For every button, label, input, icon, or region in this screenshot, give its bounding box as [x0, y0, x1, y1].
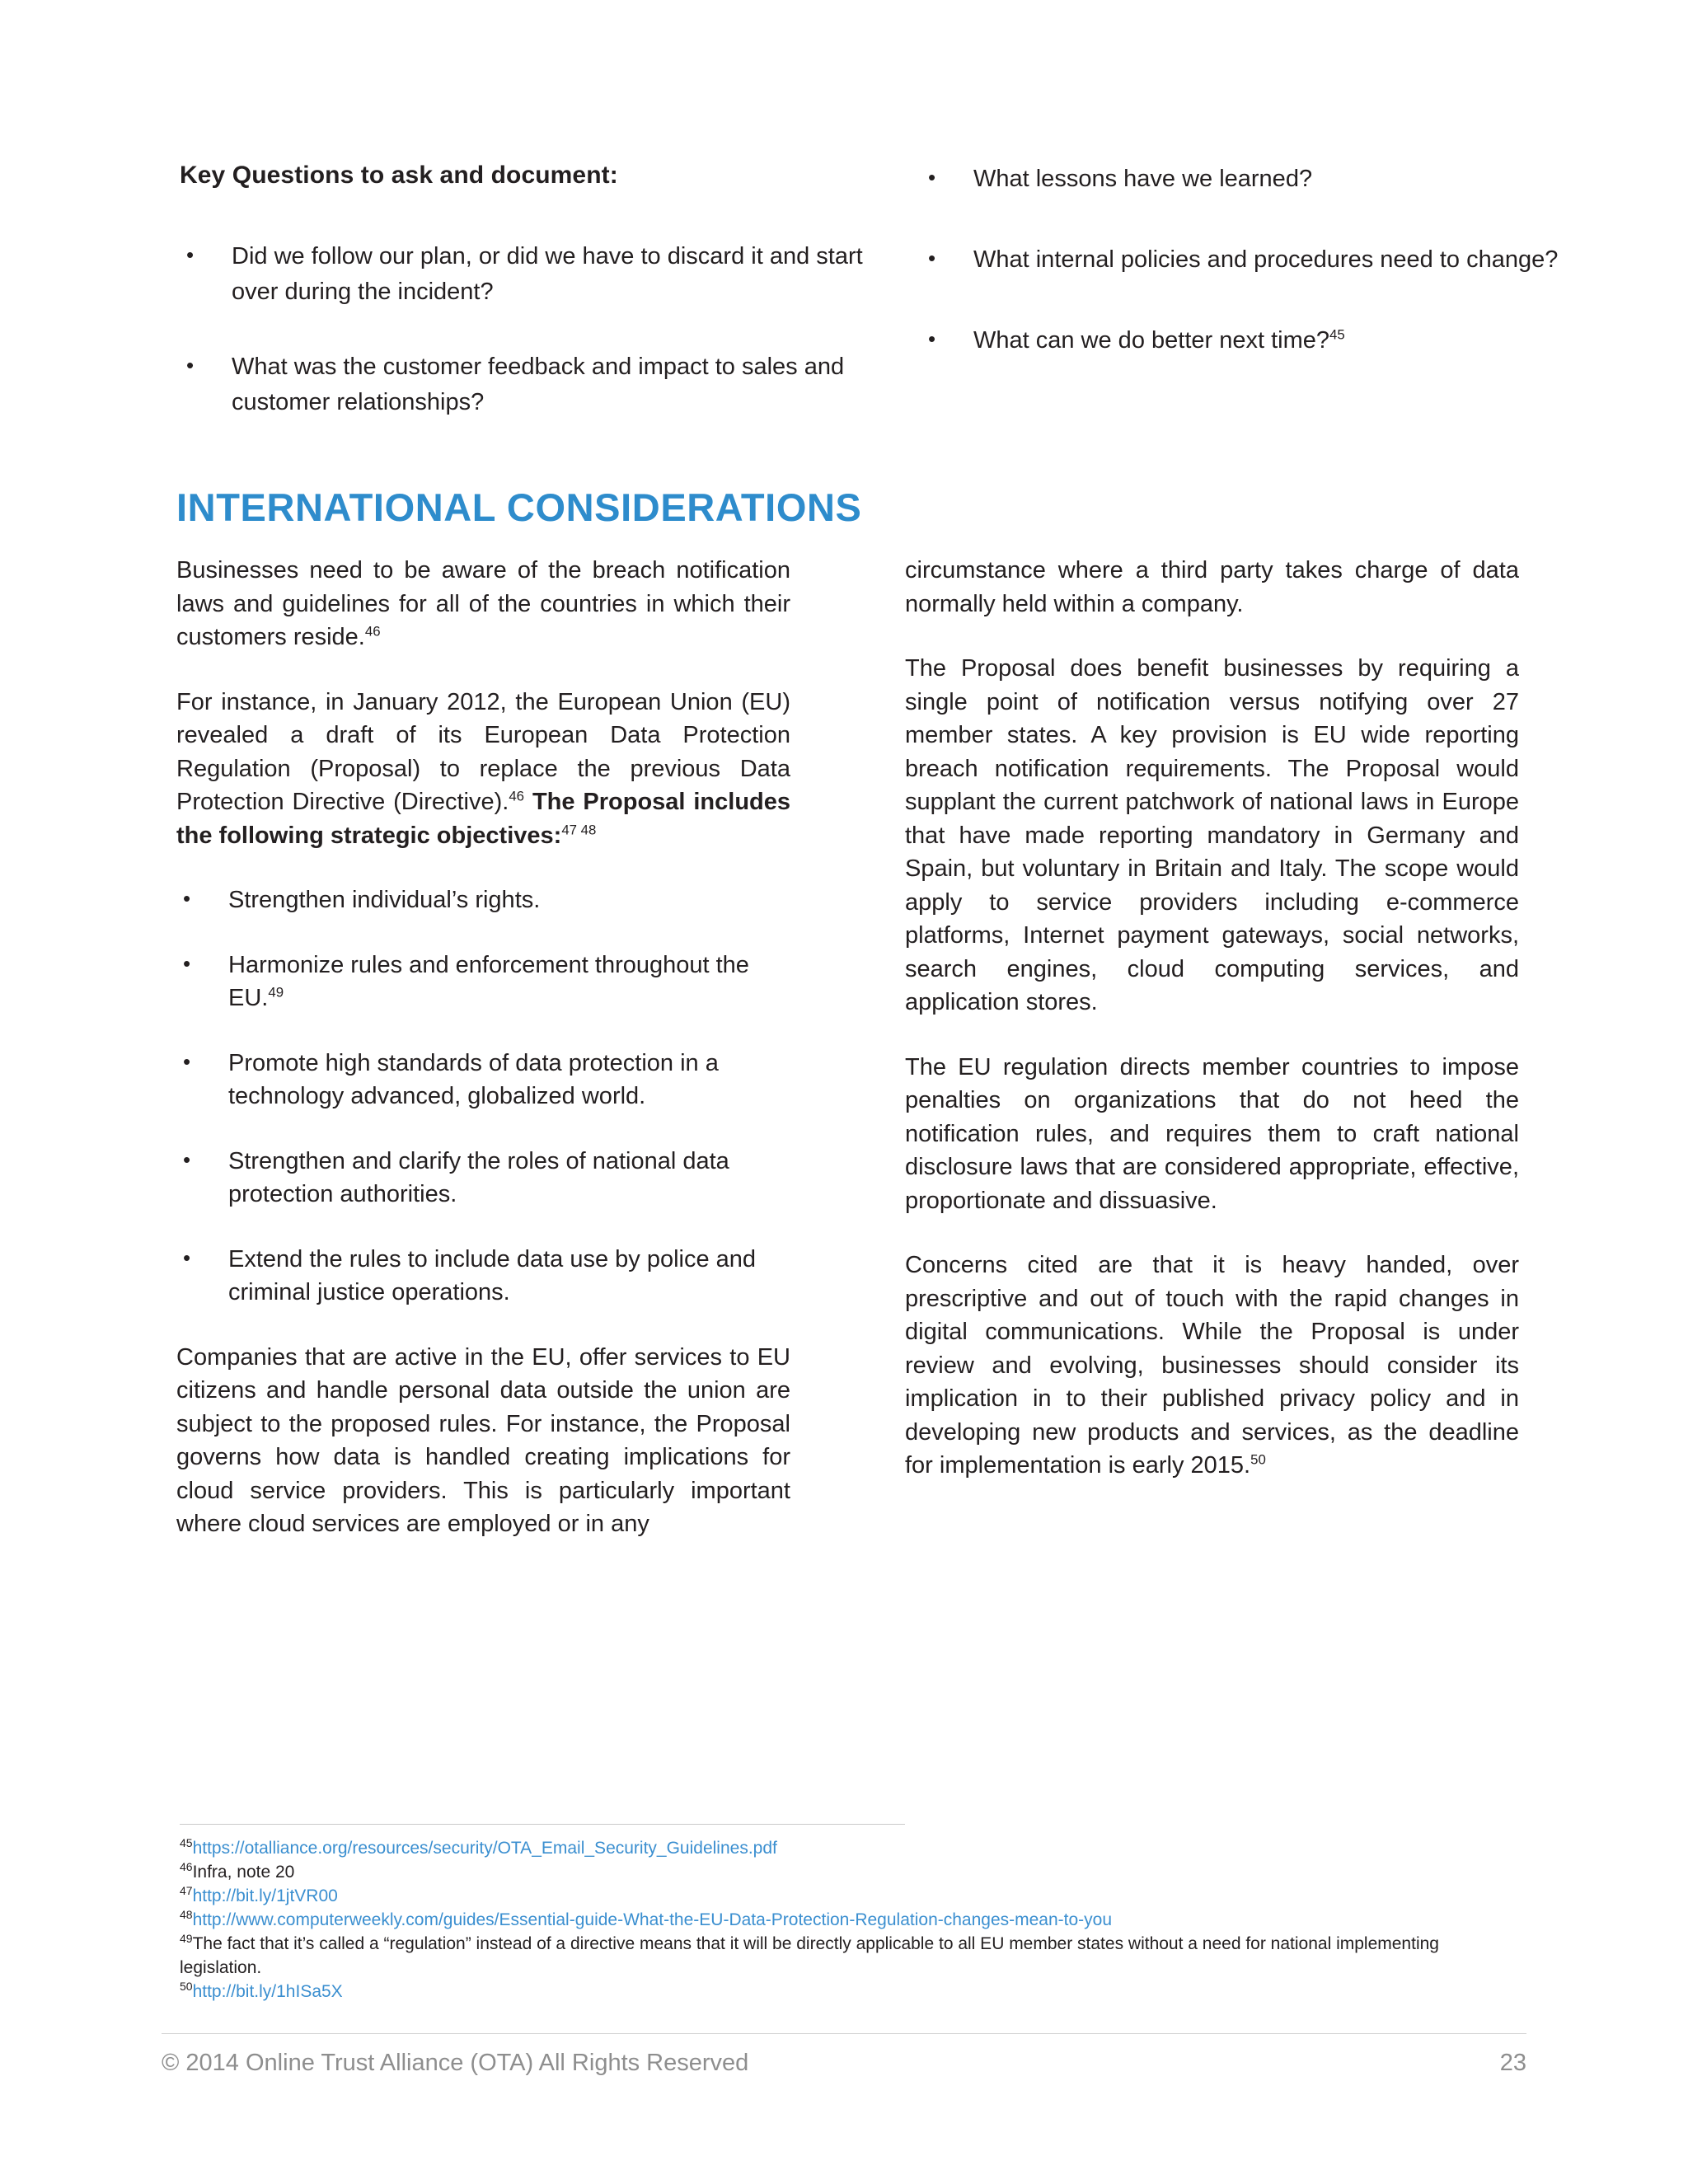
key-questions-left-column: [180, 162, 901, 420]
key-questions-title: Key Questions to ask and document:: [180, 162, 618, 189]
footnote-text: Infra, note 20: [192, 1863, 295, 1882]
paragraph: [905, 1249, 1519, 1483]
list-item: [176, 1047, 790, 1113]
footnote-item: [180, 1860, 1507, 1884]
footer-divider: [162, 2033, 1526, 2034]
list-item-text: Extend the rules to include data use by police and criminal justice operations.: [228, 1245, 757, 1305]
paragraph-text: Concerns cited are that it is heavy handed, over prescriptive and out of touch with the rapid changes in digital communications. While the Proposal is under review and evolving, businesses should consider its implication in to their published privacy policy and in developing new products and services, as the deadline for implementation is early 2015.: [905, 1252, 1519, 1479]
list-item-text: Promote high standards of data protection in a technology advanced, globalized world.: [228, 1049, 719, 1109]
footnote-ref: 46: [364, 623, 381, 640]
paragraph: The Proposal does benefit businesses by requiring a single point of notification versus notifying over 27 member states. A key provision is EU wide reporting breach notification requirements. The Proposal would supplant the current patchwork of national laws in Europe that have made reporting mandatory in Germany and Spain, but voluntary in Britain and Italy. The scope would apply to service providers including e-commerce platforms, Internet payment gateways, social networks, search engines, cloud computing services, and application stores.: [905, 655, 1519, 1015]
list-item: [176, 883, 790, 917]
paragraph-text: For instance, in January 2012, the European Union (EU) revealed a draft of its European Data Protection Regulation (Proposal) to replace the previous Data Protection Directive (Directive).: [176, 688, 790, 815]
footnote-number: 48: [180, 1908, 193, 1921]
footnote-item: [180, 1980, 1507, 2004]
list-item: [921, 242, 1573, 278]
copyright-text: © 2014 Online Trust Alliance (OTA) All Rights Reserved: [162, 2050, 749, 2076]
footnote-number: 46: [180, 1860, 193, 1873]
list-item: [176, 949, 790, 1015]
list-item-text: Strengthen individual’s rights.: [228, 887, 541, 913]
footnote-ref: 47 48: [561, 821, 597, 837]
footnote-number: 49: [180, 1932, 193, 1945]
paragraph: [176, 554, 790, 654]
paragraph: Companies that are active in the EU, offer services to EU citizens and handle personal data outside the union are subject to the proposed rules. For instance, the Proposal governs how data is handled creating implications for cloud service providers. This is particularly important where cloud services are employed or in any: [176, 1343, 790, 1537]
list-item-text: What internal policies and procedures need to change?: [973, 246, 1559, 273]
footnote-text: The fact that it’s called a “regulation” instead of a directive means that it will be directly applicable to all EU member states without a need for national implementing legislation.: [180, 1934, 1439, 1977]
list-item: • Did we follow our plan, or did we have to discard it and start over during the incident?: [180, 239, 901, 310]
paragraph: circumstance where a third party takes charge of data normally held within a company.: [905, 557, 1519, 617]
list-item-text: Harmonize rules and enforcement throughout the EU.: [228, 951, 749, 1011]
list-item-text: What can we do better next time?: [973, 327, 1329, 354]
footnote-link[interactable]: http://bit.ly/1hISa5X: [192, 1982, 343, 2001]
paragraph: [176, 686, 790, 853]
footnote-ref: 49: [268, 984, 284, 1001]
list-item-text: What lessons have we learned?: [973, 166, 1313, 192]
footnote-ref: 46: [509, 788, 525, 804]
footnote-item: [180, 1932, 1507, 1980]
footnote-ref: 50: [1250, 1451, 1266, 1468]
page-title: INTERNATIONAL CONSIDERATIONS: [176, 485, 862, 529]
left-column: [176, 554, 790, 1541]
key-questions-right-list: [921, 162, 1573, 359]
list-item: [176, 1243, 790, 1310]
page-number: 23: [1499, 2050, 1526, 2076]
footnote-item: [180, 1908, 1507, 1932]
body-columns: [0, 554, 1688, 1541]
footnotes-section: [180, 1836, 1507, 2004]
footnote-number: 50: [180, 1980, 193, 1993]
list-item: [176, 1145, 790, 1212]
footnote-link[interactable]: http://bit.ly/1jtVR00: [192, 1886, 338, 1905]
page-footer: [162, 2050, 1526, 2077]
paragraph: The EU regulation directs member countries to impose penalties on organizations that do not heed the notification rules, and requires them to craft national disclosure laws that are considered appropriate, effective, proportionate and dissuasive.: [905, 1053, 1519, 1214]
list-item: [921, 162, 1573, 197]
objectives-list: [176, 883, 790, 1310]
footnote-divider: [180, 1824, 905, 1825]
list-item: [921, 323, 1573, 359]
footnote-link[interactable]: http://www.computerweekly.com/guides/Essential-guide-What-the-EU-Data-Protection-Regulation-changes-mean-to-you: [192, 1910, 1113, 1929]
right-column: [905, 554, 1519, 1541]
footnote-item: [180, 1836, 1507, 1860]
footnote-number: 47: [180, 1884, 193, 1897]
list-item-text: Strengthen and clarify the roles of national data protection authorities.: [228, 1147, 729, 1207]
paragraph-bold-text: The Proposal includes the following strategic objectives:: [176, 789, 791, 849]
footnote-number: 45: [180, 1836, 193, 1849]
footnote-ref: 45: [1329, 326, 1345, 343]
key-questions-left-list: [180, 239, 901, 420]
key-questions-right-column: [921, 162, 1573, 420]
key-questions-section: [0, 162, 1688, 420]
list-item: • What was the customer feedback and impact to sales and customer relationships?: [180, 349, 901, 420]
paragraph-text: Businesses need to be aware of the breach notification laws and guidelines for all of the countries in which their customers reside.: [176, 557, 790, 650]
footnote-link[interactable]: https://otalliance.org/resources/security/OTA_Email_Security_Guidelines.pdf: [192, 1839, 777, 1858]
footnote-item: [180, 1884, 1507, 1908]
